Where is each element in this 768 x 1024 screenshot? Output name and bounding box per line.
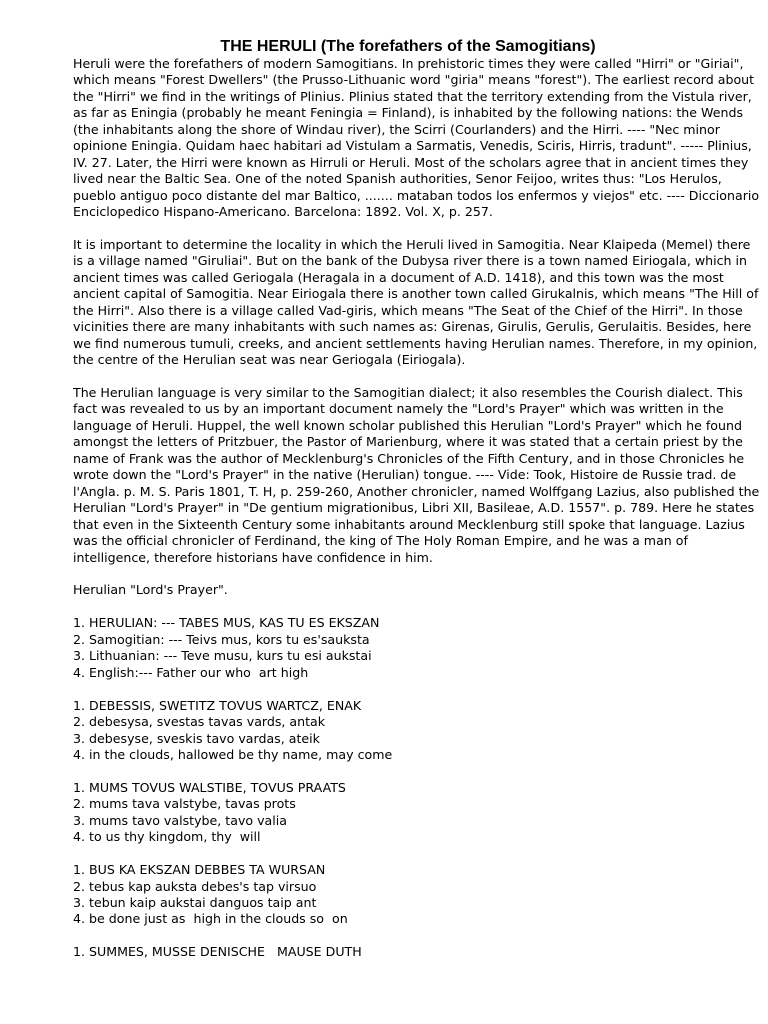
prayer-line: 3. mums tavo valstybe, tavo valia (73, 812, 287, 828)
paragraph-herulian-language: The Herulian language is very similar to the Samogitian dialect; it also resembles the Courish dialect. This fact was revealed to us by an important document namely the "Lord's Prayer" which was written in the language of Heruli. Huppel, the well known scholar published this Herulian "Lord's Prayer" which he found amongst the letters of Pritzbuer, the Pastor of Marienburg, where it was stated that a certain priest by the name of Frank was the author of Mecklenburg's Chronicles of the Fifth Century, and in those Chronicles he wrote down the "Lord's Prayer" in the native (Herulian) tongue. ---- Vide: Took, Histoire de Russie trad. de l'Angla. p. M. S. Paris 1801, T. H, p. 259-260, Another chronicler, named Wolffgang Lazius, also published the Herulian "Lord's Prayer" in "De gentium migrationibus, Libri XII, Basileae, A.D. 1557". p. 789. Here he states that even in the Sixteenth Century some inhabitants around Mecklenburg still spoke that language. Lazius was the official chronicler of Ferdinand, the king of The Holy Roman Empire, and he was a man of intelligence, therefore historians have confidence in him. (73, 385, 764, 565)
prayer-line: 3. tebun kaip aukstai danguos taip ant (73, 895, 317, 910)
paragraph-heruli-origins: Heruli were the forefathers of modern Samogitians. In prehistoric times they were called "Hirri" or "Giriai", which means "Forest Dwellers" (the Prusso-Lithuanic word "giria" means "forest"). The earliest record about the "Hirri" we find in the writings of Plinius. Plinius stated that the territory extending from the Vistula river, as far as Eningia (probably he meant Feningia = Finland), is inhabited by the following nations: the Wends (the inhabitants along the shore of Windau river), the Scirri (Courlanders) and the Hirri. ---- "Nec minor opinione Eningia. Quidam haec habitari ad Vistulam a Sarmatis, Venedis, Sciris, Hirris, tradunt". ----- Plinius, IV. 27. Later, the Hirri were known as Hirruli or Heruli. Most of the scholars agree that in ancient times they lived near the Baltic Sea. One of the noted Spanish authorities, Senor Feijoo, writes thus: "Los Herulos, pueblo antiguo poco distante del mar Baltico, ....... mataban todos los enfermos y viejos" etc. ---- Diccionario Enciclopedico Hispano-Americano. Barcelona: 1892. Vol. X, p. 257. (73, 56, 764, 220)
document-body (73, 56, 763, 961)
prayer-group (73, 944, 763, 960)
prayer-line: 2. mums tava valstybe, tavas prots (73, 796, 296, 812)
prayer-line: 2. debesysa, svestas tavas vards, antak (73, 714, 326, 730)
prayer-line: 4. in the clouds, hallowed be thy name, may come (73, 746, 393, 762)
paragraph-heruli-locality: It is important to determine the locality in which the Heruli lived in Samogitia. Near Klaipeda (Memel) there is a village named "Giruliai". But on the bank of the Dubysa river there is a town named Eiriogala, which in ancient times was called Geriogala (Heragala in a document of A.D. 1418), and this town was the most ancient capital of Samogitia. Near Eiriogala there is another town called Girukalnis, which means "The Hill of the Hirri". Also there is a village called Vad-giris, which means "The Seat of the Chief of the Hirri". In those vicinities there are many inhabitants with such names as: Girenas, Girulis, Gerulis, Gerulaitis. Besides, here we find numerous tumuli, creeks, and ancient settlements having Herulian names. Therefore, in my opinion, the centre of the Herulian seat was near Geriogala (Eiriogala). (73, 236, 763, 368)
prayer-line: 3. debesyse, sveskis tavo vardas, ateik (73, 730, 320, 746)
prayer-line: 4. be done just as high in the clouds so on (73, 911, 348, 927)
prayer-line: 1. DEBESSIS, SWETITZ TOVUS WARTCZ, ENAK (73, 697, 362, 713)
prayer-line: 1. BUS KA EKSZAN DEBBES TA WURSAN (73, 862, 326, 878)
prayer-line: 4. English:--- Father our who art high (73, 664, 309, 680)
prayer-line: 1. HERULIAN: --- TABES MUS, KAS TU ES EKSZAN (73, 615, 380, 631)
prayer-group (73, 780, 763, 846)
prayer-line: 1. SUMMES, MUSSE DENISCHE MAUSE DUTH (73, 944, 362, 960)
prayer-group (73, 615, 763, 681)
prayer-group (73, 698, 763, 764)
prayer-group (73, 862, 763, 928)
prayer-heading: Herulian "Lord's Prayer". (73, 582, 228, 598)
prayer-line: 2. Samogitian: --- Teivs mus, kors tu es'sauksta (73, 631, 370, 647)
prayer-line: 2. tebus kap auksta debes's tap virsuo (73, 878, 317, 894)
document-title: THE HERULI (The forefathers of the Samogitians) (220, 38, 596, 55)
prayer-line: 1. MUMS TOVUS WALSTIBE, TOVUS PRAATS (73, 779, 346, 795)
prayer-line: 3. Lithuanian: --- Teve musu, kurs tu esi aukstai (73, 648, 372, 664)
prayer-line: 4. to us thy kingdom, thy will (73, 829, 261, 845)
